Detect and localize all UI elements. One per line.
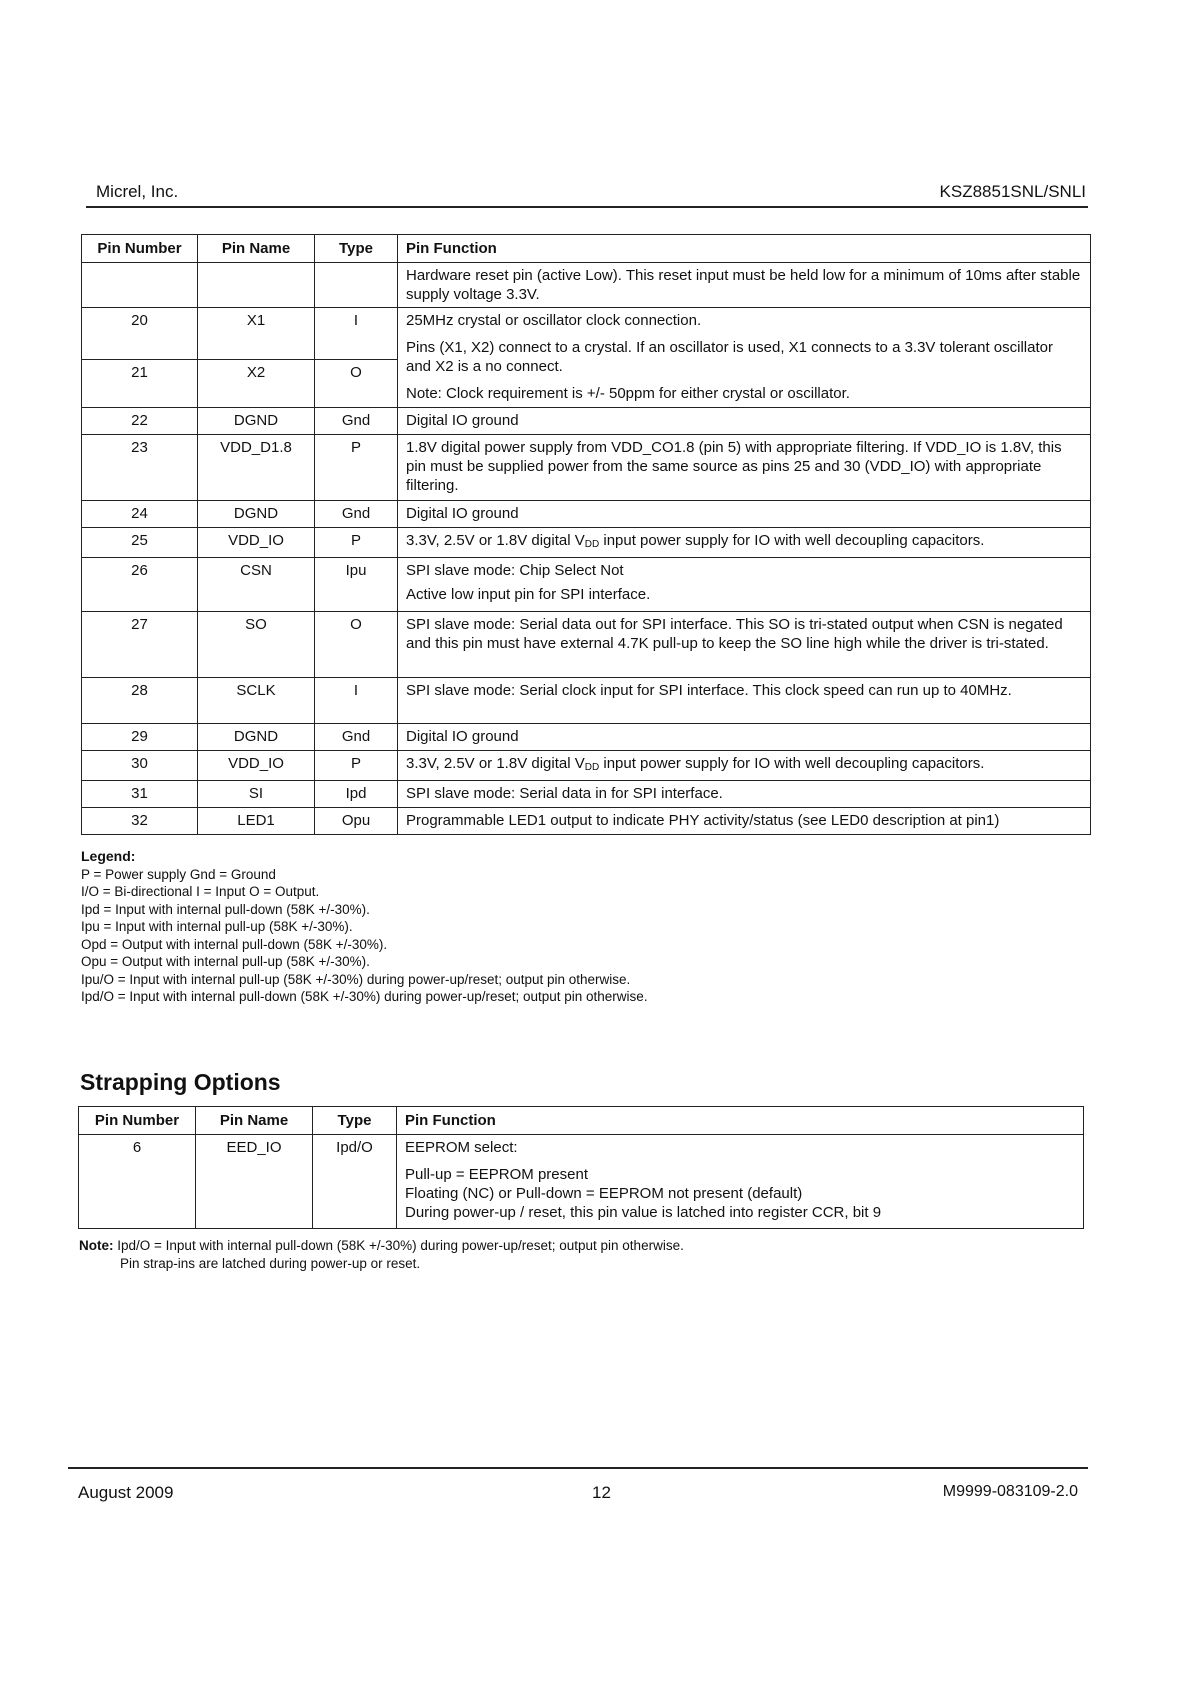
strapping-options-table (78, 1106, 1084, 1229)
pin-function: Active low input pin for SPI interface. (406, 586, 651, 603)
note-line: Ipd/O = Input with internal pull-down (58K +/-30%) during power-up/reset; output pin otherwise. (117, 1238, 684, 1253)
pin-number: 23 (131, 439, 148, 456)
legend-line: Ipd/O = Input with internal pull-down (58K +/-30%) during power-up/reset; output pin otherwise. (81, 989, 648, 1004)
pin-function: Floating (NC) or Pull-down = EEPROM not present (default) (405, 1185, 803, 1202)
pin-number: 25 (131, 532, 148, 549)
pin-function: Digital IO ground (406, 505, 519, 522)
pin-name: SCLK (236, 682, 276, 699)
table-row (82, 501, 1091, 528)
table-row (79, 1135, 1084, 1229)
table-row (82, 678, 1091, 724)
table-row (82, 408, 1091, 435)
legend-line: P = Power supply Gnd = Ground (81, 866, 276, 882)
col-header-type: Type (313, 1107, 397, 1135)
pin-name: LED1 (237, 812, 275, 829)
pin-number: 30 (131, 755, 148, 772)
pin-number: 6 (132, 1139, 142, 1156)
pin-number: 31 (131, 785, 148, 802)
pin-function: SPI slave mode: Serial data out for SPI interface. This SO is tri-stated output when CSN is negated and this pin must have external 4.7K pull-up to keep the SO line high while the driver is tri-stated. (406, 616, 1063, 652)
table-row (82, 308, 1091, 360)
pin-type: Ipd (345, 785, 367, 802)
footer-rule (68, 1467, 1088, 1469)
pin-number: 29 (131, 728, 148, 745)
col-header-pin-function: Pin Function (397, 1107, 1084, 1135)
pin-function: SPI slave mode: Chip Select Not (406, 562, 624, 579)
note-label: Note: (79, 1238, 114, 1253)
table-header-row (82, 235, 1091, 263)
col-header-pin-number: Pin Number (82, 235, 198, 263)
page-number: 12 (592, 1483, 611, 1502)
col-header-pin-name: Pin Name (198, 235, 315, 263)
pin-name: SI (248, 785, 264, 802)
table-row (82, 263, 1091, 308)
pin-number: 32 (131, 812, 148, 829)
table-row (82, 724, 1091, 751)
pin-type: P (350, 755, 361, 772)
pin-function: Pins (X1, X2) connect to a crystal. If an oscillator is used, X1 connects to a 3.3V tolerant oscillator and X2 is a no connect. (406, 339, 1053, 375)
pin-function: 3.3V, 2.5V or 1.8V digital $V_{DD}$ input power supply for IO with well decoupling capacitors. (406, 755, 985, 773)
pin-function: 3.3V, 2.5V or 1.8V digital $V_{DD}$ input power supply for IO with well decoupling capacitors. (406, 532, 985, 550)
pin-type: O (350, 616, 362, 633)
pin-name: VDD_IO (228, 532, 284, 549)
pin-name: DGND (233, 728, 279, 745)
legend-title: Legend: (81, 848, 136, 864)
pin-name: VDD_IO (228, 755, 284, 772)
pin-number: 27 (131, 616, 148, 633)
pin-name: SO (245, 616, 267, 633)
pin-type: Opu (341, 812, 371, 829)
pin-function: Programmable LED1 output to indicate PHY activity/status (see LED0 description at pin1) (406, 812, 1000, 829)
note-line: Pin strap-ins are latched during power-up or reset. (120, 1255, 421, 1271)
table-row (82, 781, 1091, 808)
pin-function: SPI slave mode: Serial clock input for SPI interface. This clock speed can run up to 40MHz. (406, 682, 1012, 699)
pin-type: I (353, 682, 359, 699)
pin-type: O (350, 364, 362, 381)
pin-name: CSN (240, 562, 272, 579)
pin-type: I (353, 312, 359, 329)
pin-function: 25MHz crystal or oscillator clock connection. (406, 312, 702, 329)
table-row (82, 435, 1091, 501)
pin-function: EEPROM select: (405, 1139, 518, 1156)
col-header-pin-number: Pin Number (79, 1107, 196, 1135)
legend (81, 848, 648, 1006)
pin-description-table (81, 234, 1091, 835)
pin-function: Pull-up = EEPROM present (405, 1166, 588, 1183)
pin-number: 28 (131, 682, 148, 699)
table-row (82, 558, 1091, 612)
pin-name: DGND (233, 412, 279, 429)
pin-type: Gnd (341, 728, 371, 745)
pin-type: Ipd/O (336, 1139, 373, 1156)
table-row (82, 751, 1091, 781)
col-header-pin-name: Pin Name (196, 1107, 313, 1135)
pin-type: Ipu (345, 562, 367, 579)
legend-line: I/O = Bi-directional I = Input O = Output. (81, 884, 320, 899)
legend-line: Opd = Output with internal pull-down (58K +/-30%). (81, 936, 388, 952)
pin-type: P (350, 439, 361, 456)
col-header-type: Type (315, 235, 398, 263)
legend-line: Opu = Output with internal pull-up (58K +/-30%). (81, 954, 370, 969)
pin-function: Digital IO ground (406, 728, 519, 745)
header-rule (86, 206, 1088, 208)
table-row (82, 612, 1091, 678)
legend-line: Ipu/O = Input with internal pull-up (58K +/-30%) during power-up/reset; output pin otherwise. (81, 971, 631, 987)
pin-number: 24 (131, 505, 148, 522)
table-row (82, 808, 1091, 835)
pin-name: X2 (246, 364, 266, 381)
header-part-number: KSZ8851SNL/SNLI (939, 182, 1086, 201)
header-company: Micrel, Inc. (96, 182, 179, 201)
pin-function: Hardware reset pin (active Low). This reset input must be held low for a minimum of 10ms after stable supply voltage 3.3V. (406, 267, 1081, 303)
pin-number: 26 (131, 562, 148, 579)
document-id: M9999-083109-2.0 (942, 1483, 1078, 1500)
strapping-note (79, 1237, 684, 1272)
pin-name: EED_IO (226, 1139, 282, 1156)
col-header-pin-function: Pin Function (398, 235, 1091, 263)
pin-type: Gnd (341, 505, 371, 522)
table-header-row (79, 1107, 1084, 1135)
pin-number: 20 (131, 312, 148, 329)
pin-name: X1 (246, 312, 266, 329)
footer-date: August 2009 (78, 1483, 174, 1502)
pin-function-note: Note: Clock requirement is +/- 50ppm for either crystal or oscillator. (406, 385, 850, 402)
pin-function: SPI slave mode: Serial data in for SPI interface. (406, 785, 723, 802)
legend-line: Ipu = Input with internal pull-up (58K +/-30%). (81, 919, 353, 934)
pin-number: 22 (131, 412, 148, 429)
pin-number: 21 (131, 364, 148, 381)
pin-name: VDD_D1.8 (220, 439, 292, 456)
pin-function: During power-up / reset, this pin value is latched into register CCR, bit 9 (405, 1204, 882, 1221)
pin-type: P (350, 532, 361, 549)
pin-function: Digital IO ground (406, 412, 519, 429)
table-row (82, 528, 1091, 558)
legend-line: Ipd = Input with internal pull-down (58K +/-30%). (81, 901, 370, 917)
pin-type: Gnd (341, 412, 371, 429)
section-title-strapping-options: Strapping Options (80, 1069, 281, 1095)
pin-function: 1.8V digital power supply from VDD_CO1.8 (pin 5) with appropriate filtering. If VDD_IO is 1.8V, this pin must be supplied power from the same source as pins 25 and 30 (VDD_IO) with appropriate filtering. (406, 439, 1062, 494)
pin-name: DGND (233, 505, 279, 522)
